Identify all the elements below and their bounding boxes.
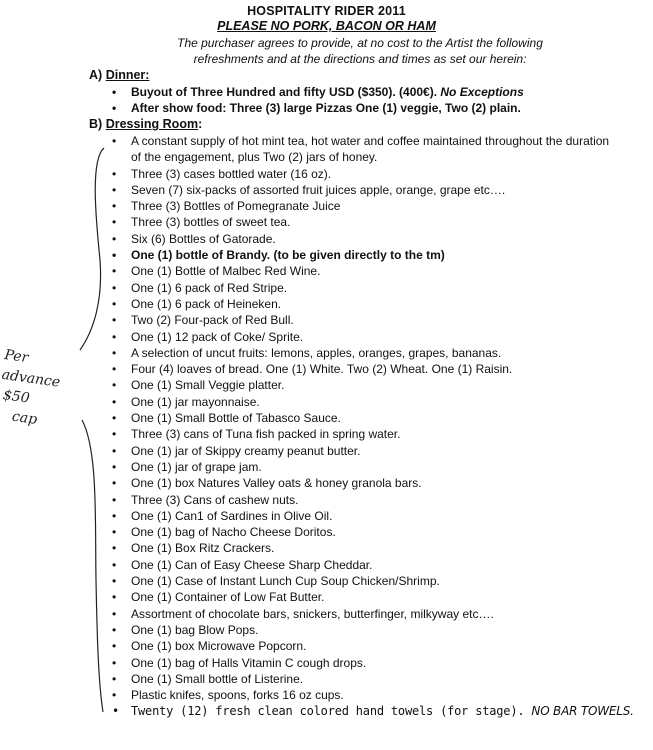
list-item: • One (1) Container of Low Fat Butter. (112, 589, 612, 605)
margin-note-line-1: Per (3, 346, 30, 367)
list-item: • One (1) Box Ritz Crackers. (112, 540, 612, 556)
list-item: • One (1) jar of grape jam. (112, 459, 612, 475)
list-item: • One (1) box Microwave Popcorn. (112, 638, 612, 654)
last-item-suffix: NO BAR TOWELS. (531, 704, 634, 719)
list-item: • Plastic knifes, spoons, forks 16 oz cups. (112, 687, 612, 703)
list-item: • One (1) Case of Instant Lunch Cup Soup Chicken/Shrimp. (112, 573, 612, 589)
dinner-list (112, 84, 632, 117)
list-item: • One (1) bag of Halls Vitamin C cough drops. (112, 655, 612, 671)
list-item: • Seven (7) six-packs of assorted fruit juices apple, orange, grape etc…. (112, 182, 612, 198)
list-item: • One (1) bag of Nacho Cheese Doritos. (112, 524, 612, 540)
list-item: • Four (4) loaves of bread. One (1) White. Two (2) Wheat. One (1) Raisin. (112, 361, 612, 377)
list-item: • One (1) 6 pack of Red Stripe. (112, 280, 612, 296)
margin-note-line-4: cap (10, 408, 39, 428)
margin-note-line-2: advance (0, 366, 62, 391)
intro-line-1: The purchaser agrees to provide, at no cost to the Artist the following (177, 36, 543, 50)
list-item: • One (1) box Natures Valley oats & honey granola bars. (112, 475, 612, 491)
section-a-letter: A) (89, 68, 103, 82)
dinner-item-1-suffix: No Exceptions (440, 85, 524, 99)
intro-line-2: refreshments and at the directions and times as set our herein: (193, 52, 527, 66)
list-item: • A selection of uncut fruits: lemons, apples, oranges, grapes, bananas. (112, 345, 612, 361)
intro-paragraph (110, 35, 610, 67)
list-item (112, 100, 632, 116)
list-item: • Assortment of chocolate bars, snickers, butterfinger, milkyway etc…. (112, 606, 612, 622)
last-item-text: Twenty (12) fresh clean colored hand towels (for stage). (131, 704, 525, 719)
list-item: • Two (2) Four-pack of Red Bull. (112, 312, 612, 328)
list-item (112, 84, 632, 100)
list-item: • One (1) 12 pack of Coke/ Sprite. (112, 329, 612, 345)
list-item: • One (1) Bottle of Malbec Red Wine. (112, 263, 612, 279)
list-item: • One (1) bottle of Brandy. (to be given directly to the tm) (112, 247, 612, 263)
list-item (112, 703, 634, 719)
list-item: • Three (3) cans of Tuna fish packed in spring water. (112, 426, 612, 442)
list-item: • A constant supply of hot mint tea, hot water and coffee maintained throughout the duration of the engagement, plus Two (2) jars of honey. (112, 133, 612, 166)
list-item: • Three (3) Bottles of Pomegranate Juice (112, 198, 612, 214)
margin-note (0, 345, 85, 435)
list-item: • One (1) Can1 of Sardines in Olive Oil. (112, 508, 612, 524)
list-item: • One (1) jar mayonnaise. (112, 394, 612, 410)
list-item: • One (1) Small Bottle of Tabasco Sauce. (112, 410, 612, 426)
list-item: • Three (3) Cans of cashew nuts. (112, 492, 612, 508)
dressing-room-list (112, 133, 634, 720)
list-item: • Three (3) bottles of sweet tea. (112, 214, 612, 230)
dinner-item-1-text: Buyout of Three Hundred and fifty USD ($350). (400€). (131, 85, 438, 99)
list-item: • Three (3) cases bottled water (16 oz). (112, 166, 612, 182)
section-b-label: Dressing Room (105, 117, 199, 131)
margin-note-line-3: $50 (1, 387, 31, 407)
dinner-item-2-text: After show food: Three (3) large Pizzas One (1) veggie, Two (2) plain. (131, 101, 521, 116)
list-item: • Six (6) Bottles of Gatorade. (112, 231, 612, 247)
page-title: HOSPITALITY RIDER 2011 (247, 4, 406, 18)
section-b-colon: : (198, 117, 203, 131)
section-b-letter: B) (89, 117, 103, 131)
list-item: • One (1) Small bottle of Listerine. (112, 671, 612, 687)
list-item: • One (1) Can of Easy Cheese Sharp Cheddar. (112, 557, 612, 573)
list-item: • One (1) bag Blow Pops. (112, 622, 612, 638)
list-item: • One (1) jar of Skippy creamy peanut butter. (112, 443, 612, 459)
page-subtitle: PLEASE NO PORK, BACON OR HAM (217, 19, 436, 33)
list-item: • One (1) Small Veggie platter. (112, 377, 612, 393)
list-item: • One (1) 6 pack of Heineken. (112, 296, 612, 312)
section-a-label: Dinner: (105, 68, 150, 82)
